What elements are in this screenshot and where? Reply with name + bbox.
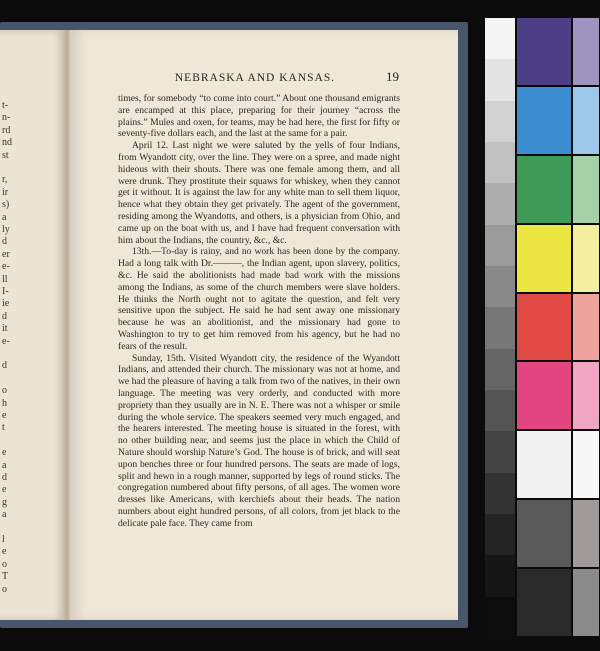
left-page-fragment: rd (2, 124, 11, 136)
color-swatch (517, 225, 599, 292)
swatch-tint (573, 294, 599, 361)
swatch-tint (573, 18, 599, 85)
left-page-fragment: d (2, 472, 7, 483)
color-calibration-chart (485, 18, 600, 638)
left-page-fragment: d (2, 236, 7, 248)
body-text (118, 93, 400, 529)
color-swatch (517, 500, 599, 567)
gray-patch (485, 555, 515, 596)
gray-patch (485, 514, 515, 555)
left-page-fragment: d (2, 360, 7, 372)
left-page-fragment: nd (2, 137, 12, 149)
left-page-fragment: ll (2, 273, 8, 285)
left-page-fragment: d (2, 310, 7, 322)
left-page-fragment: a (2, 211, 7, 223)
paragraph-1: times, for somebody “to come into court.” About one thousand emigrants are encamped at this place, preparing for their journey “across the plains.” Mules and oxen, for teams, may be had here, the first for fifty or seventy-five dollars each, and the last at the same for a pair. (118, 93, 400, 140)
left-page-fragment: T (2, 571, 9, 583)
swatch-main (517, 294, 571, 361)
paragraph-4: Sunday, 15th. Visited Wyandott city, the residence of the Wyandott Indians, and attended their church. The missionary was not at home, and we had the pleasure of having a talk from two of the natives, in their own language. The meeting was very orderly, and conducted with more propriety than they usually are in N. E. There was not a whisper or smile during the whole service. The speakers seemed very much engaged, and the hearers interested. The meeting house is situated in the forest, with no other building near, and seems just the place in which the Child of Nature should worship Nature’s God. The house is of brick, and will seat upon benches three or four hundred persons. The seats are made of logs, split and hewn in a rough manner, supported by legs of round sticks. The congregation numbered about fifty persons, of all ages. The women wore dresses like Americans, with kerchiefs about their heads. The nation numbers about eight hundred persons, of all colors, from jet black to the delicate pale face. They came from (118, 352, 400, 529)
swatch-main (517, 18, 571, 85)
left-page-fragment: e (2, 546, 7, 558)
left-page-edge (0, 30, 66, 620)
running-head: NEBRASKA AND KANSAS. (174, 72, 336, 84)
left-page-fragment: st (2, 149, 9, 161)
gray-patch (485, 59, 515, 100)
swatch-tint (573, 431, 599, 498)
gray-patch (485, 266, 515, 307)
left-page-fragment: it (2, 323, 8, 335)
color-swatch (517, 362, 599, 429)
swatch-tint (573, 569, 599, 636)
left-page-fragment: g (2, 496, 7, 508)
gray-patch (485, 597, 515, 638)
color-swatch (517, 569, 599, 636)
left-page-fragment: h (2, 397, 7, 409)
left-page-fragment: e (2, 447, 7, 459)
color-swatch (517, 431, 599, 498)
left-page-fragment: o (2, 385, 7, 397)
left-page-fragment: e (2, 410, 7, 421)
left-page-fragment: ir (2, 186, 9, 198)
gray-patch (485, 473, 515, 514)
left-page-fragment: a (2, 509, 7, 521)
left-page-fragment: s) (2, 199, 10, 211)
left-page-fragment: r, (2, 174, 8, 186)
left-page-fragment: e- (2, 261, 10, 273)
page-number: 19 (386, 69, 399, 84)
swatch-tint (573, 500, 599, 567)
left-page-fragment: o (2, 558, 7, 570)
left-page-fragment: a (2, 459, 7, 471)
gray-patch (485, 307, 515, 348)
left-page-fragment: I- (2, 286, 9, 297)
gray-patch (485, 101, 515, 142)
color-swatch (517, 156, 599, 223)
color-swatch (517, 18, 599, 85)
swatch-main (517, 500, 571, 567)
grayscale-column (485, 18, 515, 638)
swatch-main (517, 362, 571, 429)
swatch-tint (573, 156, 599, 223)
gray-patch (485, 142, 515, 183)
gray-patch (485, 225, 515, 266)
left-page-fragment: l (2, 534, 5, 545)
paragraph-2: April 12. Last night we were saluted by the yells of four Indians, from Wyandott city, over the line. They were on a spree, and made night hideous with their shouts. There was one female among them, and all were drunk. They prostitute their squaws for whiskey, when they cannot get it without. It is against the law for any white man to sell them liquor, hence what they obtain they get privately. The agent of the government, residing among the Wyandotts, and others, is a physician from Ohio, and came up on the boat with us, and I have had frequent conversation with him about the Indians, the country, &c., &c. (118, 140, 400, 246)
left-page-fragment: ie (2, 298, 10, 310)
gray-patch (485, 390, 515, 431)
color-swatch (517, 87, 599, 154)
gray-patch (485, 18, 515, 59)
swatch-main (517, 156, 571, 223)
left-page-fragment: t- (2, 100, 9, 111)
gray-patch (485, 183, 515, 224)
swatch-tint (573, 87, 599, 154)
swatch-tint (573, 362, 599, 429)
swatch-main (517, 569, 571, 636)
swatch-main (517, 87, 571, 154)
left-page-fragment: n- (2, 112, 11, 124)
gray-patch (485, 349, 515, 390)
color-swatch (517, 294, 599, 361)
left-page-fragment: ly (2, 224, 10, 235)
paragraph-3: 13th.—To-day is rainy, and no work has been done by the company. Had a long talk with Dr.———, the Indian agent, upon slavery, politics, &c. He said the abolitionists had made bad work with the missions among the Indians, as some of the church members were slave holders. He thinks the North ought not to agitate the question, and felt very sensitive upon the subject. He said he had sent away one missionary because he was an abolitionist, and the missionary had gone to Washington to try to get him removed from his agency, but he had no fears of the result. (118, 246, 400, 352)
swatch-main (517, 225, 571, 292)
gray-patch (485, 431, 515, 472)
left-page-fragment: t (2, 422, 5, 434)
left-page-fragment: er (2, 248, 10, 260)
left-page-fragment: o (2, 583, 7, 595)
left-page-fragment: e (2, 484, 7, 496)
swatch-tint (573, 225, 599, 292)
left-page-fragment: e- (2, 335, 10, 347)
swatch-main (517, 431, 571, 498)
